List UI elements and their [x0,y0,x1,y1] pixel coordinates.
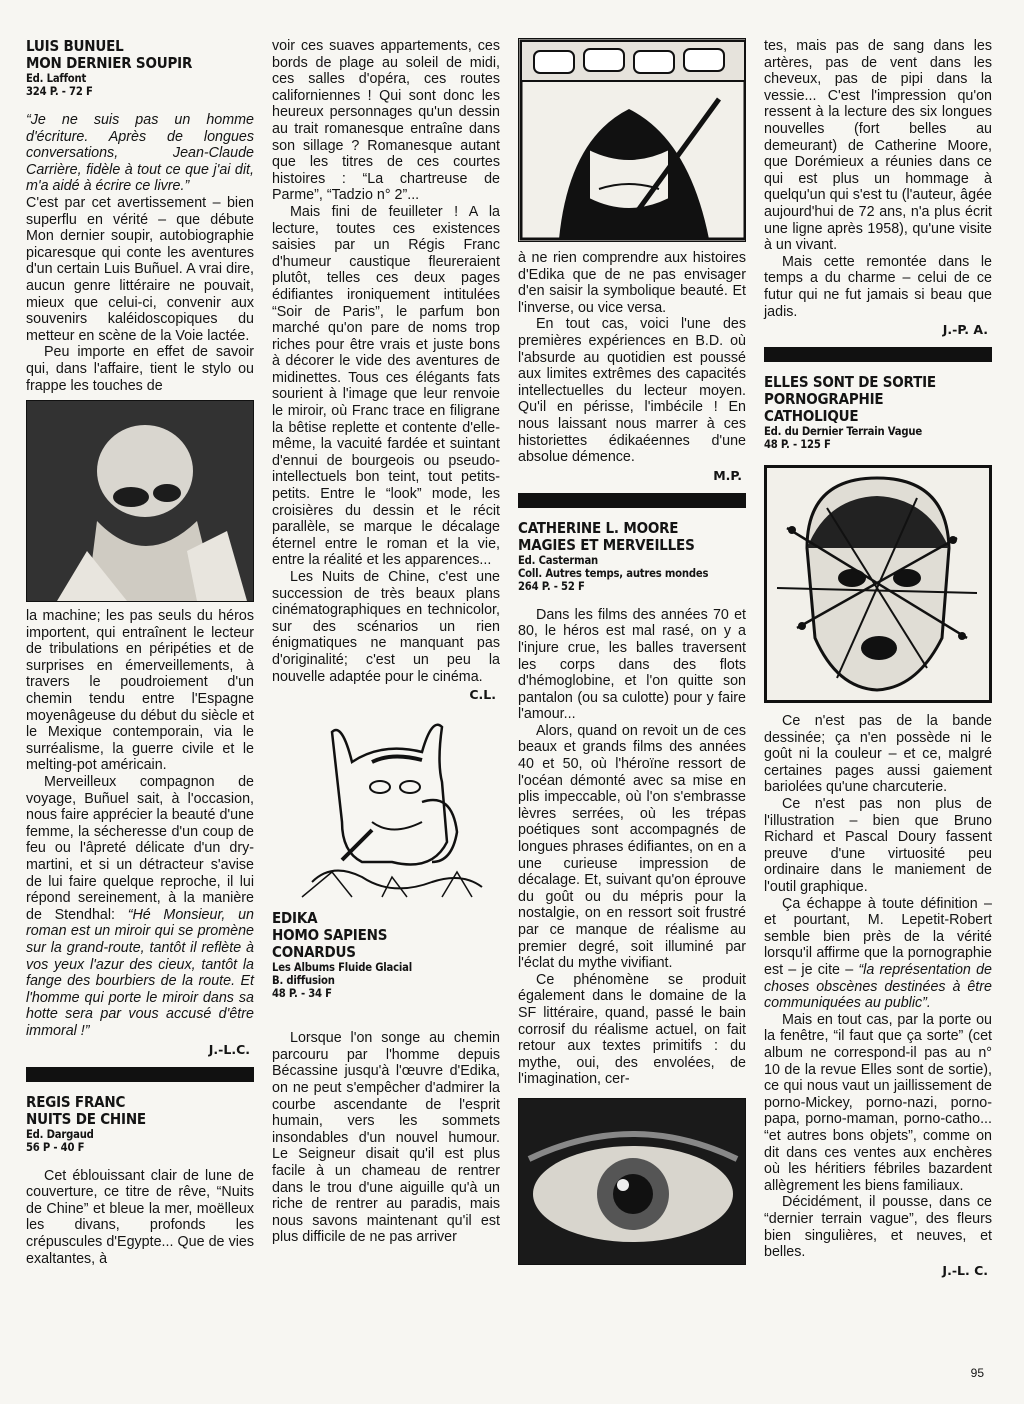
review-publisher: Les Albums Fluide Glacial [272,961,412,975]
review-header-bunuel [26,38,254,98]
section-divider-bar [764,347,992,362]
review-paragraph: Ce phénomène se produit également dans le domaine de la SF littéraire, quand, passé le bain corrosif du réalisme actuel, on fait retour aux textes primitifs : du mythe, oui, des envolées, de l'imagination, cer- [518,971,746,1088]
review-publisher: Ed. Dargaud [26,1127,94,1141]
review-publisher: Ed. Casterman [518,553,599,567]
review-meta: 56 P - 40 F [26,1140,85,1154]
review-paragraph: Décidément, il pousse, dans ce “dernier terrain vague”, des fleurs bien singulières, et neuves, et belles. [764,1194,992,1261]
review-header-pornographie [764,374,992,451]
page-number: 95 [970,1366,984,1380]
review-paragraph: En tout cas, voici l'une des premières expériences en B.D. où l'absurde au quotidien est poussé aux limites extrêmes des capacités intellectuelles du lecteur moyen. Qu'il en périsse, l'imbécile ! En nous laissant nous marrer à ces historiettes édikaéennes d'une absolue démence. [518,316,746,466]
review-paragraph: Ça échappe à toute définition – et pourtant, M. Lepetit-Robert semble bien près de la vérité lorsqu'il affirme que la pornographie est – je cite – “la représentation de choses obscènes destinées à être communiquées au public”. [764,895,992,1012]
review-collection: Coll. Autres temps, autres mondes [518,566,709,580]
review-title: MON DERNIER SOUPIR [26,54,193,72]
review-meta: 48 P. - 125 F [764,438,831,452]
edika-cartoon-illustration [272,712,500,902]
column-2 [272,38,500,1246]
review-paragraph: Ce n'est pas non plus de l'illustration – bien que Bruno Richard et Pascal Doury fassent preuve d'une virtuosité peu ordinaire dans le maniement de l'outil graphique. [764,796,992,896]
review-meta: 324 P. - 72 F [26,85,93,98]
review-author: REGIS FRANC [26,1092,126,1111]
review-signature: J.-P. A. [942,322,988,338]
review-author: ELLES SONT DE SORTIE [764,373,936,392]
review-header-franc [26,1094,254,1154]
column-4 [764,38,992,1288]
review-distributor: B. diffusion [272,974,335,988]
bunuel-portrait-photo [26,400,254,602]
review-paragraph: à ne rien comprendre aux histoires d'Edika que de ne pas envisager d'en saisir la symbolique beauté. Et l'inverse, ou vice versa. [518,250,746,316]
review-paragraph: Mais en tout cas, par la porte ou la fenêtre, “il faut que ça sorte” (cet album ne correspond-il pas au n° 10 de la revue Elles sont de sortie), ce qui nous vaut un jaillissement de porno-Mickey, porno-nazi, porno-papa, porno-maman, porno-catho... “et autres bons objets”, comme on dit dans ces ventes aux enchères où les héritiers fébriles bazardent allègrement les biens familiaux. [764,1011,992,1194]
review-paragraph: Cet éblouissant clair de lune de couverture, ce titre de rêve, “Nuits de Chine” et bleue la mer, moëlleux les divans, profonds les crépuscules d'Egypte... Que de vies exaltantes, à [26,1167,254,1267]
review-meta: 48 P. - 34 F [272,987,332,1001]
review-quote: “Je ne suis pas un homme d'écriture. Après de longues conversations, Jean-Claude Carrière, fidèle à tout ce que j'ai dit, m'a aidé à écrire ce livre.” [26,112,254,195]
review-title: HOMO SAPIENS CONARDUS [272,926,388,962]
review-signature: J.-L. C. [942,1262,988,1278]
review-author: CATHERINE L. MOORE [518,518,679,537]
review-title: NUITS DE CHINE [26,1109,146,1128]
review-paragraph: Lorsque l'on songe au chemin parcouru par l'homme depuis Bécassine jusqu'à l'œuvre d'Edika, on ne peut s'empêcher d'admirer la courbe ascendante de l'esprit humain, vers les sommets insondables d'un nouvel humour. Le Seigneur disait qu'il est plus facile à un chameau de rentrer dans le trou d'une aiguille qu'à un riche de rentrer au paradis, mais nous savons maintenant qu'il est plus difficile de ne pas arriver [272,1030,500,1246]
review-paragraph: la machine; les pas seuls du héros importent, qui entraînent le lecteur de tribulations en péripéties et de surprises en émerveillements, à travers le poudroiement d'un chemin tendu entre l'Espagne moyenâgeuse du début du siècle et le Mexique contemporain, via le surréalisme, la guerre civile et le melting-pot américain. [26,608,254,774]
review-signature: M.P. [713,467,742,483]
section-divider-bar [518,493,746,508]
review-publisher: Ed. Laffont [26,72,87,85]
review-header-edika [272,910,500,1000]
column-3 [518,38,746,1271]
review-paragraph: Mais cette remontée dans le temps a du charme – celui de ce futur qui ne fut jamais si beau que jadis. [764,253,992,320]
review-paragraph: Les Nuits de Chine, c'est une succession de très beaux plans cinématographiques en technicolor, sur des scénarios un rien énigmatiques ne manquant pas d'originalité; c'est un peu la nouvelle adaptée pour le cinéma. [272,569,500,685]
section-divider-bar [26,1067,254,1082]
review-paragraph: Dans les films des années 70 et 80, le héros est mal rasé, on y a l'injure crue, les balles traversent les corps dans des flots d'hémoglobine, et l'on quitte son pantalon (ou sa culotte) pour y faire l'amour... [518,606,746,723]
review-signature: C.L. [469,687,496,703]
review-paragraph: voir ces suaves appartements, ces bords de plage au soleil de midi, ces salles d'opéra, ces routes californiennes ! Qui sont donc les heureux personnages qu'un dessin au trait romanesque entraîne dans son sillage ? Romanesque autant que les titres de ces courtes histoires : “La chartreuse de Parme”, “Tadzio n° 2”... [272,38,500,204]
review-paragraph: Peu importe en effet de savoir qui, dans l'affaire, tient le stylo ou frappe les touches de [26,344,254,394]
review-paragraph: tes, mais pas de sang dans les artères, pas de vent dans les cheveux, pas de pipi dans la vessie... C'est l'impression qu'on ressent à la lecture des six longues nouvelles (fort belles au demeurant) de Catherine Moore, que Dorémieux a réunies dans ce qui est plus un hommage à quelqu'un qui s'est tu (l'auteur, âgée aujourd'hui de 72 ans, n'a plus écrit une ligne après 1958), qu'une visite à un vivant. [764,38,992,254]
review-author: EDIKA [272,909,318,928]
review-title: PORNOGRAPHIE CATHOLIQUE [764,390,884,426]
column-1 [26,38,254,1267]
review-meta: 264 P. - 52 F [518,579,585,593]
review-publisher: Ed. du Dernier Terrain Vague [764,425,922,439]
review-paragraph: Mais fini de feuilleter ! A la lecture, toutes ces existences saisies par un Régis Franc d'humeur caustique fleureraient plutôt, telles ces deux pages édifiantes ironiquement intitulées “Soir de Paris”, le parfum bon marché qu'on pare de noms trop riches pour être vrais et juste bons à décorer le vide des aventures de midinettes. Tous ces élégants fats sourient à l'image que leur renvoie le miroir, où Franc trace en filigrane la bêtise replette et contente d'elle-même, la vacuité fardée et suintant d'ennui de bourgeois ou pseudo-intellectuels bon teint, tout petits-petits. Entre le “look” mode, les croisières du dessin et le récit parallèle, se marque le décalage éternel entre le roman et la vie, entre la réalité et les apparences... [272,203,500,569]
review-paragraph: Merveilleux compagnon de voyage, Buñuel sait, à l'occasion, nous faire apprécier la beauté d'une femme, la sécheresse d'un coup de feu ou l'âpreté délicate d'un dry-martini, et si un détracteur s'avise de lui faire quelque reproche, il lui répond sereinement, à la manière de Stendhal: “Hé Monsieur, un roman est un miroir qui se promène sur la grand-route, tantôt il reflète à vos yeux l'azur des cieux, tantôt la fange des bourbiers de la route. Et l'homme qui porte le miroir dans sa hotte sera par vous accusé d'être immoral !” [26,774,254,1039]
pornographie-catholique-illustration [764,465,992,703]
edika-comic-panel [518,38,746,242]
eye-photo [518,1098,746,1265]
review-paragraph: Alors, quand on revoit un de ces beaux et grands films des années 40 et 50, où l'héroïne ressort de l'océan démonté avec sa mise en plis impeccable, où l'on s'embrasse lèvres serrées, où les trépas poétiques sont accompagnés de longues phrases édifiantes, on en a une curieuse impression de décalage. Et, suivant qu'on éprouve du goût ou du mépris pour la nostalgie, on en ressort soit frustré par ce manque de réalisme au premier degré, soit illuminé par l'éclat du mythe vivifiant. [518,722,746,972]
review-author: LUIS BUNUEL [26,37,124,55]
review-paragraph: Ce n'est pas de la bande dessinée; ça n'en possède ni le goût ni la couleur – et ce, malgré certaines pages aussi gaiement bariolées qu'une charcuterie. [764,713,992,796]
review-paragraph: C'est par cet avertissement – bien superflu en vérité – que débute Mon dernier soupir, autobiographie picaresque qui conte les aventures d'un certain Luis Buñuel. A vrai dire, aucun genre littéraire ne pouvait, mieux que celui-ci, convenir aux souvenirs kaléidoscopiques du metteur en scène de la Voie lactée. [26,194,254,344]
review-header-moore [518,520,746,593]
review-signature: J.-L.C. [208,1041,250,1057]
review-title: MAGIES ET MERVEILLES [518,535,695,554]
